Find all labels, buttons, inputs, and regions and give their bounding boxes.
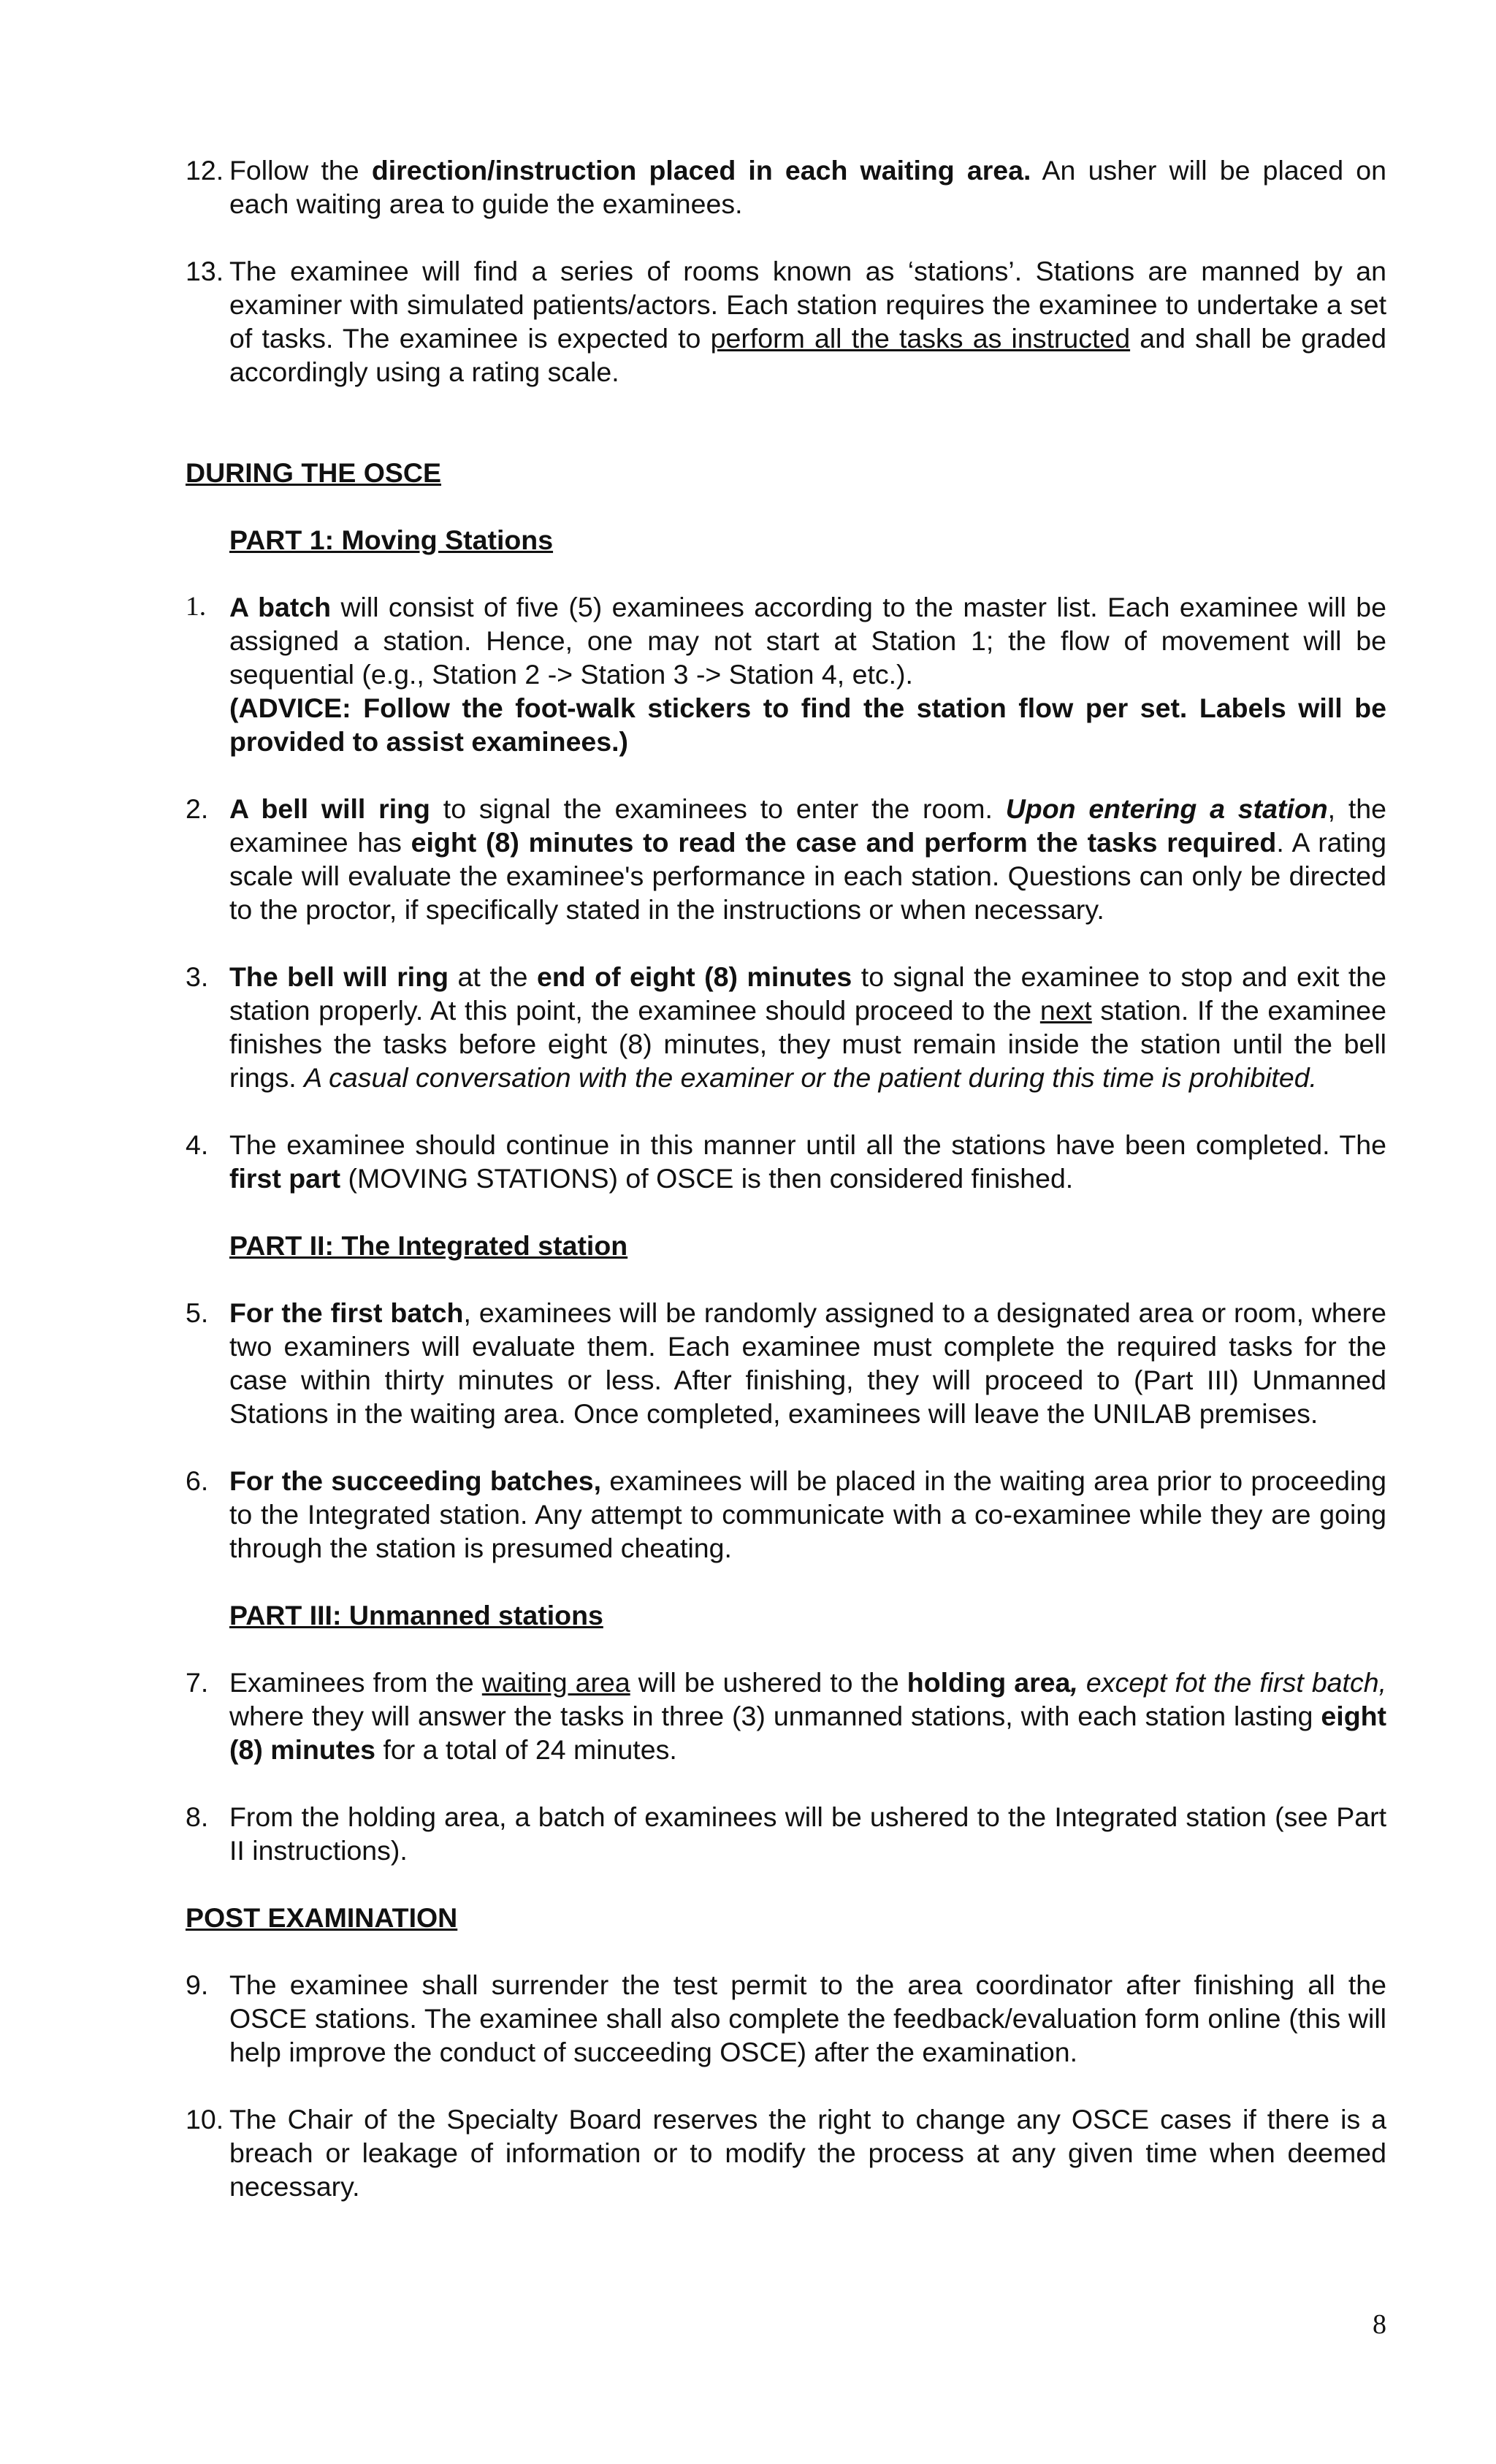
item-text-bold: The bell will ring — [229, 961, 449, 992]
item-number: 3. — [186, 961, 209, 992]
list-item-13 — [186, 254, 1386, 389]
section-heading-during-osce: DURING THE OSCE — [186, 457, 442, 488]
spacer — [186, 422, 1386, 456]
advice-note: (ADVICE: Follow the foot-walk stickers to find the station flow per set. Labels will be provided to assist examinees.) — [229, 693, 1386, 757]
item-text-bold: eight (8) minutes to read the case and perform the tasks required — [411, 827, 1277, 858]
list-item-4 — [186, 1128, 1386, 1195]
item-text-bold-italic: Upon entering a station — [1005, 793, 1328, 824]
item-text-bold: For the first batch — [229, 1297, 464, 1328]
item-number: 4. — [186, 1129, 209, 1160]
list-item-3 — [186, 960, 1386, 1094]
item-number: 5. — [186, 1297, 209, 1328]
item-text: , the examinee has — [229, 793, 1387, 858]
list-item-9 — [186, 1968, 1386, 2069]
item-text: . A rating scale will evaluate the examinee's performance in each station. Questions can only be directed to the proctor, if specifically stated in the instructions or when necessary. — [229, 827, 1387, 925]
item-text: Follow the — [229, 155, 372, 186]
item-text-underlined: next — [1039, 995, 1092, 1026]
list-item-12 — [186, 153, 1386, 221]
item-text: for a total of 24 minutes. — [375, 1734, 677, 1765]
item-text: The Chair of the Specialty Board reserves the right to change any OSCE cases if there is a breach or leakage of information or to modify the process at any given time when deemed necessary. — [229, 2104, 1386, 2202]
item-number: 12. — [186, 155, 224, 186]
item-number: 2. — [186, 793, 209, 824]
item-text: examinees will be placed in the waiting area prior to proceeding to the Integrated station. Any attempt to communicate with a co-examinee while they are going through the station is presumed cheating. — [229, 1465, 1386, 1563]
item-text: will consist of five (5) examinees according to the master list. Each examinee will be assigned a station. Hence, one may not start at Station 1; the flow of movement will be sequential (e.g., Station 2 -> Station 3 -> Station 4, etc.). — [229, 592, 1386, 690]
item-text-italic: except fot the first batch, — [1077, 1667, 1386, 1698]
list-item-8 — [186, 1800, 1386, 1867]
item-text: From the holding area, a batch of examinees will be ushered to the Integrated station (see Part II instructions). — [229, 1801, 1386, 1866]
list-item-7 — [186, 1666, 1386, 1766]
item-text: will be ushered to the — [630, 1667, 907, 1698]
item-text: The examinee will find a series of rooms known as ‘stations’. Stations are manned by an examiner with simulated patients/actors. Each station requires the examinee to undertake a set of tasks. The examinee is expected to — [229, 256, 1386, 354]
item-text-italic: A casual conversation with the examiner or the patient during this time is prohibited. — [304, 1062, 1317, 1093]
item-text: , examinees will be randomly assigned to a designated area or room, where two examiners will evaluate them. Each examinee must complete the required tasks for the case within thirty minutes or less. After finishing, they will proceed to (Part III) Unmanned Stations in the waiting area. Once completed, examinees will leave the UNILAB premises. — [229, 1297, 1386, 1429]
list-item-6 — [186, 1464, 1386, 1565]
item-text-underlined: perform all the tasks as instructed — [710, 323, 1131, 354]
item-text-underlined: waiting area — [481, 1667, 630, 1698]
part-heading-moving-stations: PART 1: Moving Stations — [229, 525, 554, 555]
item-text: at the — [449, 961, 537, 992]
list-item-5 — [186, 1296, 1386, 1430]
item-text-bold-italic: , — [1070, 1667, 1078, 1698]
item-text-bold: A batch — [229, 592, 332, 622]
item-text-bold: end of eight (8) minutes — [536, 961, 852, 992]
item-text-bold: A bell will ring — [229, 793, 430, 824]
item-text: to signal the examinees to enter the room. — [430, 793, 1006, 824]
list-item-1 — [186, 590, 1386, 758]
item-text: station. If the examinee finishes the tasks before eight (8) minutes, they must remain inside the station until the bell rings. — [229, 995, 1386, 1093]
item-number: 9. — [186, 1969, 209, 2000]
list-item-2 — [186, 792, 1386, 926]
item-number: 7. — [186, 1667, 209, 1698]
item-text: The examinee shall surrender the test permit to the area coordinator after finishing all the OSCE stations. The examinee shall also complete the feedback/evaluation form online (this will help improve the conduct of succeeding OSCE) after the examination. — [229, 1969, 1386, 2067]
part-heading-unmanned-stations: PART III: Unmanned stations — [229, 1600, 603, 1630]
item-text: where they will answer the tasks in three (3) unmanned stations, with each station lasting — [229, 1701, 1321, 1731]
item-text-bold: eight (8) minutes — [229, 1701, 1386, 1765]
item-number: 13. — [186, 256, 224, 286]
page-number: 8 — [1373, 2309, 1386, 2340]
item-number: 6. — [186, 1465, 209, 1496]
part-heading-integrated-station: PART II: The Integrated station — [229, 1230, 628, 1261]
item-text: The examinee should continue in this manner until all the stations have been completed. The — [229, 1129, 1386, 1160]
section-heading-post-examination: POST EXAMINATION — [186, 1902, 458, 1933]
page-content — [186, 153, 1386, 2237]
item-text-bold: first part — [229, 1163, 341, 1194]
item-text-bold: direction/instruction placed in each waiting area. — [371, 155, 1031, 186]
item-text-bold: holding area — [907, 1667, 1071, 1698]
item-text: An usher will be placed on each waiting area to guide the examinees. — [229, 155, 1386, 219]
item-text: and shall be graded accordingly using a rating scale. — [229, 323, 1386, 387]
item-text: (MOVING STATIONS) of OSCE is then considered finished. — [340, 1163, 1074, 1194]
item-text-bold: For the succeeding batches, — [229, 1465, 602, 1496]
list-item-10 — [186, 2102, 1386, 2203]
item-number: 10. — [186, 2104, 224, 2135]
item-text: Examinees from the — [229, 1667, 482, 1698]
item-text: to signal the examinee to stop and exit the station properly. At this point, the examinee should proceed to the — [229, 961, 1387, 1026]
item-number: 1. — [186, 592, 207, 622]
item-number: 8. — [186, 1801, 209, 1832]
